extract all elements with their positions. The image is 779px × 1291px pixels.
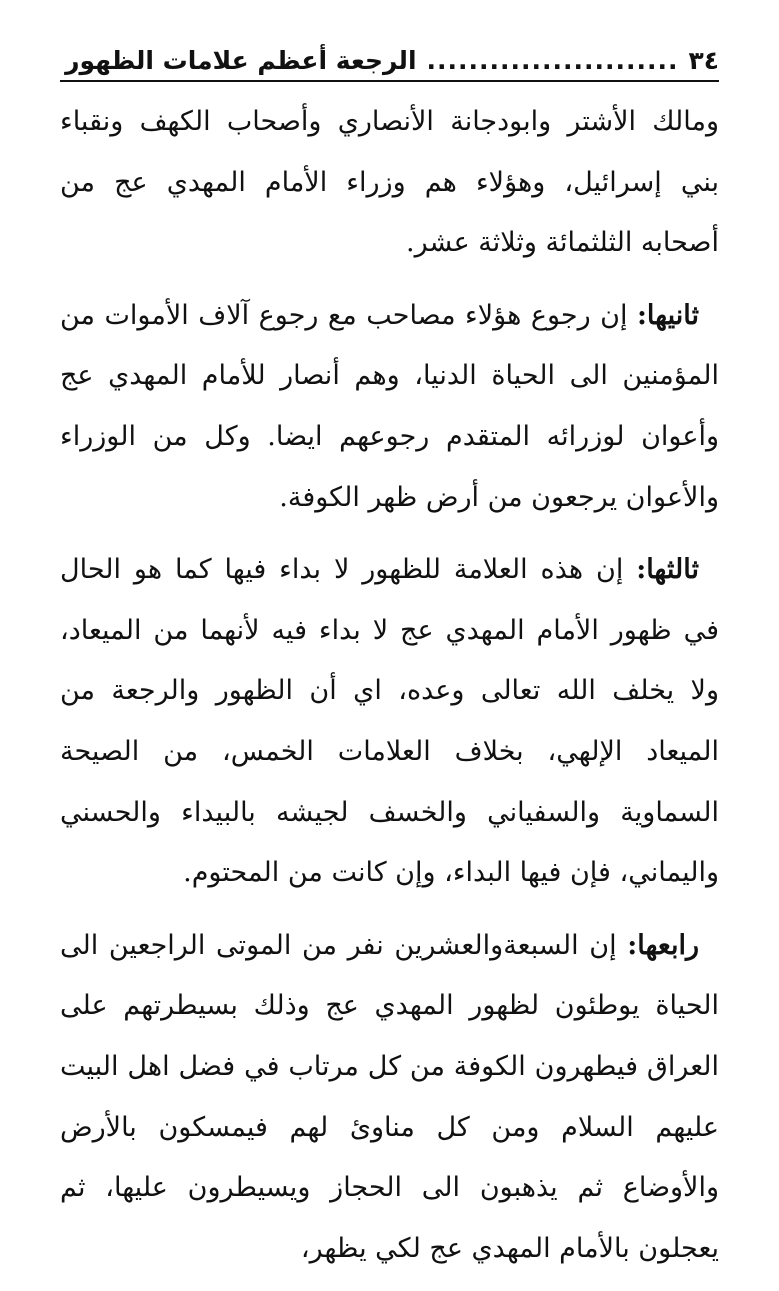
paragraph-3 [60, 540, 719, 904]
header-title: الرجعة أعظم علامات الظهور [65, 46, 417, 75]
paragraph-4 [60, 916, 719, 1280]
paragraph-1 [60, 92, 719, 274]
paragraph-text: إن السبعةوالعشرين نفر من الموتى الراجعين الى الحياة يوطئون لظهور المهدي عج وذلك بسيطرتهم على العراق فيطهرون الكوفة من كل مرتاب في فضل اهل البيت عليهم السلام ومن كل مناوئ لهم فيمسكون بالأرض والأوضاع ثم يذهبون الى الحجاز ويسيطرون عليها، ثم يعجلون بالأمام المهدي عج لكي يظهر، [60, 929, 719, 1264]
paragraph-lead: ثالثها: [636, 554, 699, 586]
paragraph-text: إن هذه العلامة للظهور لا بداء فيها كما هو الحال في ظهور الأمام المهدي عج لا بداء فيه لأنهما من الميعاد، ولا يخلف الله تعالى وعده، اي أن الظهور والرجعة من الميعاد الإلهي، بخلاف العلامات الخمس، من الصيحة السماوية والسفياني والخسف لجيشه بالبيداء والحسني واليماني، فإن فيها البداء، وإن كانت من المحتوم. [60, 554, 719, 889]
paragraph-lead: ثانيها: [636, 299, 699, 331]
page-number: ٣٤ [688, 46, 719, 75]
paragraph-text: ومالك الأشتر وابودجانة الأنصاري وأصحاب الكهف ونقباء بني إسرائيل، وهؤلاء هم وزراء الأمام المهدي عج من أصحابه الثلثمائة وثلاثة عشر. [60, 106, 719, 259]
body-text [60, 92, 719, 1291]
paragraph-2 [60, 286, 719, 528]
paragraph-text: إن رجوع هؤلاء مصاحب مع رجوع آلاف الأموات من المؤمنين الى الحياة الدنيا، وهم أنصار للأمام المهدي عج وأعوان لوزرائه المتقدم رجوعهم ايضا. وكل من الوزراء والأعوان يرجعون من أرض ظهر الكوفة. [60, 299, 719, 513]
paragraph-lead: رابعها: [627, 929, 699, 961]
running-header [60, 42, 719, 82]
header-leader-dots: ........................ [426, 46, 679, 75]
